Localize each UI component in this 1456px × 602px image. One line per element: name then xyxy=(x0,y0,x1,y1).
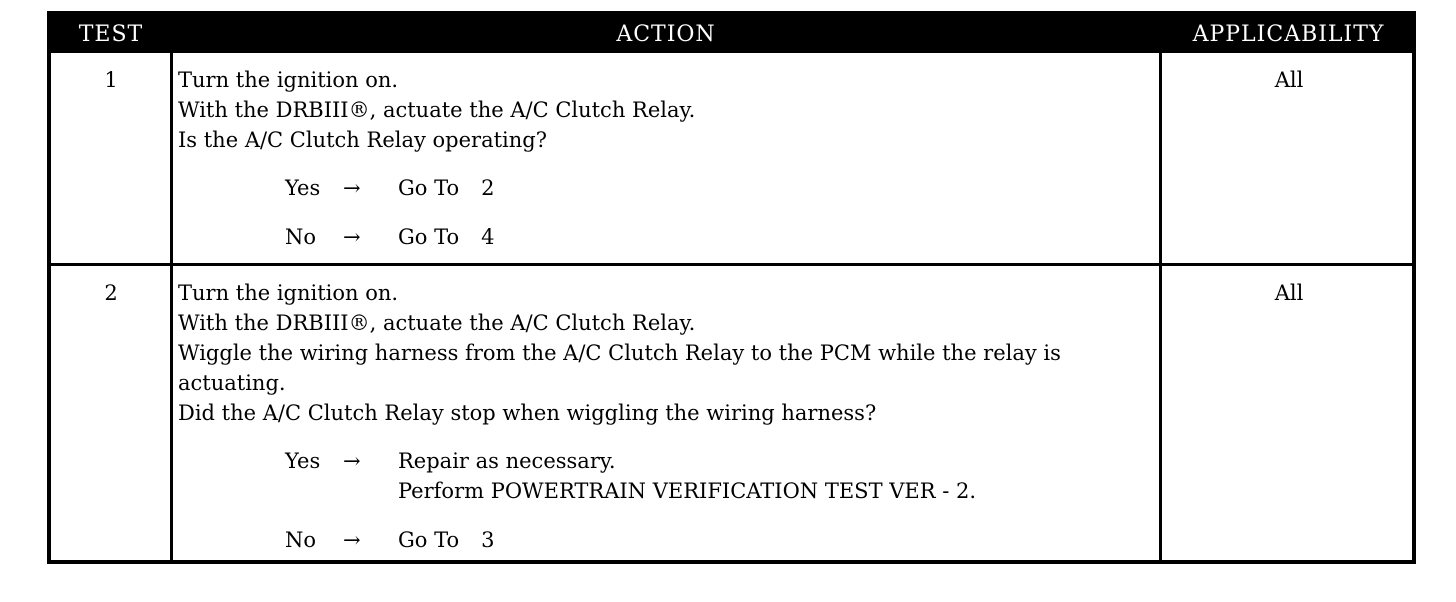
option-yes xyxy=(285,173,1158,203)
answer-options xyxy=(285,173,1158,252)
option-label: Yes xyxy=(285,449,321,473)
action-line: Turn the ignition on. xyxy=(178,68,399,92)
action-cell xyxy=(178,53,1158,263)
test-number: 1 xyxy=(104,68,118,92)
right-arrow-icon: → xyxy=(343,176,361,200)
action-line: With the DRBIII®, actuate the A/C Clutch Relay. xyxy=(178,98,696,122)
goto-text: Go To xyxy=(398,225,460,249)
option-result xyxy=(398,222,495,252)
result-line: Repair as necessary. xyxy=(398,449,616,473)
applicability-cell: All xyxy=(1274,281,1304,305)
right-arrow-icon: → xyxy=(343,528,361,552)
goto-target: 2 xyxy=(481,176,495,200)
action-line: actuating. xyxy=(178,371,286,395)
option-label: No xyxy=(285,225,317,249)
option-no xyxy=(285,525,1158,555)
goto-target: 3 xyxy=(481,528,495,552)
header-test: TEST xyxy=(78,22,144,47)
table-row xyxy=(51,266,1412,564)
action-line: Turn the ignition on. xyxy=(178,281,399,305)
right-arrow-icon: → xyxy=(343,449,361,473)
action-line: Did the A/C Clutch Relay stop when wiggling the wiring harness? xyxy=(178,401,877,425)
option-no xyxy=(285,222,1158,252)
header-action: ACTION xyxy=(616,22,716,47)
goto-text: Go To xyxy=(398,528,460,552)
option-yes xyxy=(285,446,1158,506)
result-line: Perform POWERTRAIN VERIFICATION TEST VER - 2. xyxy=(398,479,977,503)
answer-options xyxy=(285,446,1158,555)
goto-text: Go To xyxy=(398,176,460,200)
header-applicability: APPLICABILITY xyxy=(1192,22,1385,47)
action-line: With the DRBIII®, actuate the A/C Clutch Relay. xyxy=(178,311,696,335)
right-arrow-icon: → xyxy=(343,225,361,249)
option-result xyxy=(398,525,495,555)
action-line: Wiggle the wiring harness from the A/C Clutch Relay to the PCM while the relay is xyxy=(178,341,1061,365)
test-number: 2 xyxy=(104,281,118,305)
goto-target: 4 xyxy=(481,225,495,249)
diagnostic-test-table xyxy=(47,11,1416,564)
option-result xyxy=(398,173,495,203)
action-line: Is the A/C Clutch Relay operating? xyxy=(178,128,547,152)
table-header xyxy=(51,15,1412,53)
action-cell xyxy=(178,266,1158,564)
option-label: No xyxy=(285,528,317,552)
applicability-cell: All xyxy=(1274,68,1304,92)
option-result xyxy=(398,446,976,506)
option-label: Yes xyxy=(285,176,321,200)
table-row xyxy=(51,53,1412,263)
